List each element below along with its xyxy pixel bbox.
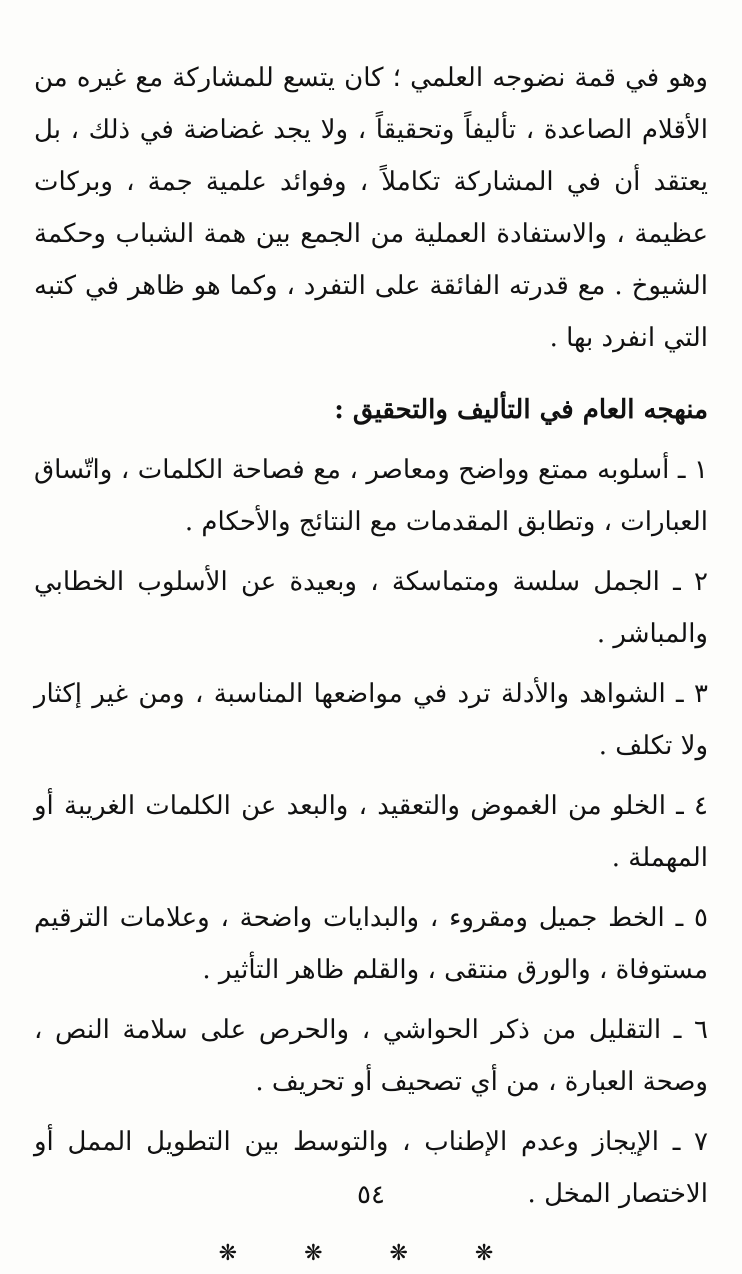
list-item-6: ٦ ـ التقليل من ذكر الحواشي ، والحرص على سلامة النص ، وصحة العبارة ، من أي تصحيف أو تحريف . bbox=[34, 1015, 708, 1097]
list-item-7: ٧ ـ الإيجاز وعدم الإطناب ، والتوسط بين التطويل الممل أو الاختصار المخل . bbox=[34, 1127, 708, 1209]
list-item-4: ٤ ـ الخلو من الغموض والتعقيد ، والبعد عن الكلمات الغريبة أو المهملة . bbox=[34, 791, 708, 873]
section-divider: ❋ ❋ ❋ ❋ bbox=[218, 1241, 524, 1266]
list-item-3: ٣ ـ الشواهد والأدلة ترد في مواضعها المناسبة ، ومن غير إكثار ولا تكلف . bbox=[34, 679, 708, 761]
intro-paragraph: وهو في قمة نضوجه العلمي ؛ كان يتسع للمشاركة مع غيره من الأقلام الصاعدة ، تأليفاً وتحقيقاً ، ولا يجد غضاضة في ذلك ، بل يعتقد أن في المشاركة تكاملاً ، وفوائد علمية جمة ، وبركات عظيمة ، والاستفادة العملية من الجمع بين همة الشباب وحكمة الشيوخ . مع قدرته الفائقة على التفرد ، وكما هو ظاهر في كتبه التي انفرد بها . bbox=[34, 63, 709, 353]
list-item-2: ٢ ـ الجمل سلسة ومتماسكة ، وبعيدة عن الأسلوب الخطابي والمباشر . bbox=[34, 567, 708, 649]
section-heading: منهجه العام في التأليف والتحقيق : bbox=[334, 395, 708, 425]
list-item-1: ١ ـ أسلوبه ممتع وواضح ومعاصر ، مع فصاحة الكلمات ، واتّساق العبارات ، وتطابق المقدمات مع النتائج والأحكام . bbox=[34, 455, 708, 537]
list-item-5: ٥ ـ الخط جميل ومقروء ، والبدايات واضحة ، وعلامات الترقيم مستوفاة ، والورق منتقى ، والقلم ظاهر التأثير . bbox=[34, 903, 708, 985]
page-number: ٥٤ bbox=[357, 1180, 385, 1210]
